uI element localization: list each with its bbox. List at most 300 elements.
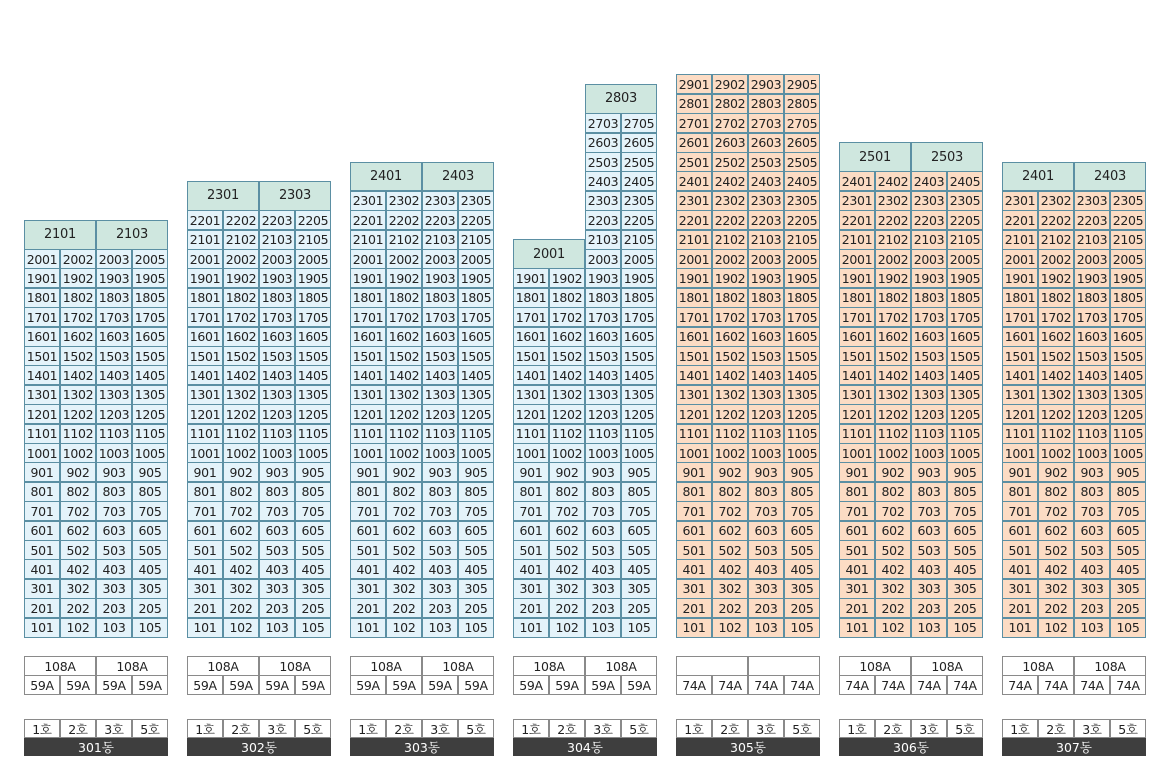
unit-cell: 1301 [187,385,223,405]
unit-cell: 2403 [585,171,621,191]
unit-cell: 1602 [549,327,585,347]
unit-cell: 103 [748,618,784,638]
unit-cell: 1301 [676,385,712,405]
unit-cell: 401 [1002,559,1038,579]
unit-cell: 1302 [712,385,748,405]
unit-cell: 902 [60,462,96,482]
unit-cell: 1303 [96,385,132,405]
ho-cell: 3호 [911,719,947,738]
unit-cell: 1602 [712,327,748,347]
unit-cell: 1901 [187,268,223,288]
unit-cell: 2005 [132,249,168,269]
unit-cell: 1501 [513,346,549,366]
unit-cell: 1405 [458,365,494,385]
unit-cell: 1701 [676,307,712,327]
unit-cell: 2905 [784,74,820,94]
unit-cell: 502 [386,540,422,560]
unit-cell: 703 [748,501,784,521]
unit-cell: 2305 [458,191,494,211]
unit-cell: 2002 [386,249,422,269]
unit-cell: 402 [712,559,748,579]
unit-cell: 2202 [386,210,422,230]
unit-cell: 701 [350,501,386,521]
unit-cell: 1402 [60,365,96,385]
unit-cell: 201 [1002,598,1038,618]
unit-cell: 1603 [748,327,784,347]
unit-cell: 1102 [386,424,422,444]
unit-cell: 1602 [60,327,96,347]
unit-cell: 2603 [748,133,784,153]
unit-cell: 1805 [458,288,494,308]
ho-cell: 2호 [712,719,748,738]
unit-cell: 1305 [295,385,331,405]
unit-cell: 2801 [676,94,712,114]
unit-cell: 1703 [422,307,458,327]
unit-type-cell: 108A [350,656,422,676]
penthouse-cell: 2803 [585,84,657,114]
penthouse-cell: 2403 [1074,162,1146,192]
unit-cell: 2002 [875,249,911,269]
unit-cell: 1102 [549,424,585,444]
unit-cell: 101 [1002,618,1038,638]
unit-type-cell: 74A [911,675,947,695]
unit-cell: 1602 [875,327,911,347]
unit-cell: 803 [911,482,947,502]
unit-cell: 2305 [947,191,983,211]
unit-cell: 305 [784,579,820,599]
unit-cell: 1702 [712,307,748,327]
unit-cell: 603 [748,521,784,541]
unit-type-cell: 59A [513,675,549,695]
unit-type-cell: 74A [1110,675,1146,695]
unit-cell: 2603 [585,133,621,153]
unit-type-cell: 59A [295,675,331,695]
unit-cell: 1402 [549,365,585,385]
unit-cell: 605 [1110,521,1146,541]
unit-cell: 1901 [1002,268,1038,288]
unit-cell: 2201 [350,210,386,230]
building-label: 305동 [676,738,820,756]
unit-cell: 1402 [223,365,259,385]
unit-cell: 2502 [712,152,748,172]
unit-cell: 903 [96,462,132,482]
unit-cell: 2802 [712,94,748,114]
unit-cell: 1703 [96,307,132,327]
unit-cell: 705 [784,501,820,521]
unit-cell: 1105 [132,424,168,444]
unit-cell: 603 [259,521,295,541]
unit-cell: 1505 [947,346,983,366]
penthouse-cell: 2101 [24,220,96,250]
unit-cell: 1802 [712,288,748,308]
unit-cell: 2203 [259,210,295,230]
unit-cell: 1702 [549,307,585,327]
unit-cell: 702 [1038,501,1074,521]
unit-cell: 605 [621,521,657,541]
unit-cell: 1605 [132,327,168,347]
unit-cell: 2102 [223,230,259,250]
unit-cell: 103 [585,618,621,638]
unit-cell: 503 [96,540,132,560]
unit-cell: 905 [295,462,331,482]
unit-cell: 1702 [60,307,96,327]
penthouse-cell: 2501 [839,142,911,172]
unit-cell: 203 [259,598,295,618]
unit-cell: 203 [748,598,784,618]
unit-cell: 2902 [712,74,748,94]
unit-cell: 2005 [1110,249,1146,269]
unit-cell: 2203 [422,210,458,230]
unit-cell: 1605 [784,327,820,347]
unit-cell: 801 [350,482,386,502]
unit-cell: 1903 [259,268,295,288]
unit-type-cell [748,656,820,676]
unit-cell: 1803 [1074,288,1110,308]
unit-cell: 1603 [1074,327,1110,347]
unit-cell: 1501 [24,346,60,366]
unit-cell: 2705 [784,113,820,133]
ho-cell: 1호 [350,719,386,738]
unit-cell: 1601 [839,327,875,347]
unit-type-cell: 74A [748,675,784,695]
unit-cell: 2303 [1074,191,1110,211]
unit-cell: 2003 [422,249,458,269]
penthouse-cell: 2303 [259,181,331,211]
unit-cell: 2105 [295,230,331,250]
unit-cell: 703 [259,501,295,521]
unit-cell: 1403 [1074,365,1110,385]
unit-cell: 2301 [839,191,875,211]
unit-cell: 103 [259,618,295,638]
unit-cell: 1801 [187,288,223,308]
unit-cell: 2105 [458,230,494,250]
unit-cell: 805 [458,482,494,502]
unit-cell: 202 [712,598,748,618]
ho-cell: 1호 [24,719,60,738]
unit-type-cell: 74A [676,675,712,695]
unit-cell: 1902 [712,268,748,288]
unit-cell: 202 [549,598,585,618]
unit-cell: 103 [1074,618,1110,638]
unit-cell: 1102 [223,424,259,444]
unit-cell: 1101 [1002,424,1038,444]
unit-cell: 1702 [386,307,422,327]
unit-cell: 1402 [1038,365,1074,385]
unit-cell: 1805 [295,288,331,308]
unit-cell: 2105 [784,230,820,250]
ho-cell: 5호 [947,719,983,738]
unit-cell: 1301 [1002,385,1038,405]
unit-cell: 1803 [96,288,132,308]
unit-cell: 1002 [60,443,96,463]
unit-cell: 2205 [295,210,331,230]
unit-cell: 201 [24,598,60,618]
unit-cell: 1802 [386,288,422,308]
unit-cell: 603 [422,521,458,541]
unit-type-cell: 108A [513,656,585,676]
unit-cell: 1505 [295,346,331,366]
unit-cell: 2401 [676,171,712,191]
unit-cell: 1003 [1074,443,1110,463]
unit-type-cell: 59A [187,675,223,695]
unit-cell: 1802 [60,288,96,308]
unit-cell: 1201 [24,404,60,424]
unit-cell: 805 [621,482,657,502]
ho-cell: 2호 [875,719,911,738]
unit-cell: 203 [911,598,947,618]
unit-cell: 1101 [513,424,549,444]
unit-cell: 301 [187,579,223,599]
unit-cell: 1905 [458,268,494,288]
unit-cell: 401 [513,559,549,579]
unit-cell: 1205 [295,404,331,424]
unit-cell: 2501 [676,152,712,172]
unit-cell: 1202 [875,404,911,424]
unit-cell: 1105 [947,424,983,444]
unit-cell: 1905 [947,268,983,288]
unit-cell: 803 [585,482,621,502]
unit-cell: 305 [947,579,983,599]
unit-cell: 605 [784,521,820,541]
unit-cell: 1502 [60,346,96,366]
unit-cell: 902 [223,462,259,482]
unit-cell: 205 [784,598,820,618]
unit-cell: 105 [784,618,820,638]
unit-cell: 101 [187,618,223,638]
unit-cell: 1601 [513,327,549,347]
unit-cell: 1703 [585,307,621,327]
unit-cell: 602 [1038,521,1074,541]
unit-cell: 501 [187,540,223,560]
unit-cell: 1005 [132,443,168,463]
unit-cell: 302 [223,579,259,599]
unit-cell: 802 [712,482,748,502]
unit-cell: 2405 [784,171,820,191]
unit-cell: 903 [585,462,621,482]
unit-cell: 303 [259,579,295,599]
unit-cell: 2005 [947,249,983,269]
unit-cell: 1101 [350,424,386,444]
unit-cell: 2203 [585,210,621,230]
unit-cell: 305 [132,579,168,599]
unit-cell: 1502 [386,346,422,366]
unit-cell: 1802 [1038,288,1074,308]
unit-cell: 2503 [585,152,621,172]
unit-cell: 1602 [386,327,422,347]
unit-cell: 602 [60,521,96,541]
unit-cell: 105 [132,618,168,638]
unit-cell: 1901 [350,268,386,288]
unit-cell: 2003 [748,249,784,269]
unit-cell: 2301 [1002,191,1038,211]
unit-cell: 1301 [839,385,875,405]
unit-cell: 1403 [259,365,295,385]
unit-cell: 2601 [676,133,712,153]
unit-cell: 105 [295,618,331,638]
unit-cell: 1103 [96,424,132,444]
unit-cell: 1605 [947,327,983,347]
unit-cell: 501 [350,540,386,560]
ho-cell: 3호 [422,719,458,738]
unit-cell: 805 [295,482,331,502]
unit-cell: 1705 [132,307,168,327]
unit-type-cell: 59A [386,675,422,695]
unit-cell: 1103 [422,424,458,444]
unit-cell: 1803 [585,288,621,308]
unit-cell: 2001 [24,249,60,269]
unit-cell: 402 [875,559,911,579]
unit-type-cell: 108A [585,656,657,676]
unit-cell: 1105 [1110,424,1146,444]
unit-cell: 501 [24,540,60,560]
unit-cell: 2401 [839,171,875,191]
unit-cell: 403 [96,559,132,579]
unit-cell: 201 [187,598,223,618]
unit-cell: 502 [1038,540,1074,560]
unit-cell: 1203 [422,404,458,424]
unit-cell: 901 [1002,462,1038,482]
unit-cell: 601 [350,521,386,541]
unit-cell: 505 [784,540,820,560]
unit-cell: 1202 [223,404,259,424]
unit-cell: 1002 [386,443,422,463]
unit-cell: 403 [585,559,621,579]
unit-cell: 1701 [513,307,549,327]
unit-cell: 2303 [422,191,458,211]
unit-cell: 1302 [1038,385,1074,405]
unit-cell: 902 [712,462,748,482]
unit-cell: 1205 [784,404,820,424]
unit-cell: 1805 [1110,288,1146,308]
unit-cell: 305 [295,579,331,599]
unit-cell: 2103 [585,230,621,250]
unit-cell: 1302 [386,385,422,405]
unit-cell: 201 [839,598,875,618]
unit-cell: 1405 [621,365,657,385]
unit-cell: 2203 [911,210,947,230]
unit-cell: 903 [748,462,784,482]
unit-cell: 901 [350,462,386,482]
unit-cell: 1101 [676,424,712,444]
unit-cell: 902 [386,462,422,482]
unit-cell: 203 [96,598,132,618]
unit-type-cell: 74A [1038,675,1074,695]
unit-cell: 702 [549,501,585,521]
unit-cell: 503 [259,540,295,560]
unit-cell: 802 [386,482,422,502]
unit-type-cell: 59A [585,675,621,695]
unit-cell: 1505 [132,346,168,366]
unit-cell: 1205 [458,404,494,424]
unit-cell: 2102 [1038,230,1074,250]
unit-type-cell: 59A [60,675,96,695]
unit-cell: 2703 [585,113,621,133]
unit-cell: 1501 [839,346,875,366]
unit-cell: 805 [132,482,168,502]
unit-cell: 2301 [350,191,386,211]
ho-cell: 2호 [223,719,259,738]
unit-type-cell: 74A [784,675,820,695]
unit-cell: 405 [784,559,820,579]
unit-cell: 802 [875,482,911,502]
unit-cell: 1405 [295,365,331,385]
unit-cell: 403 [911,559,947,579]
unit-cell: 1201 [350,404,386,424]
unit-cell: 2202 [712,210,748,230]
unit-cell: 802 [1038,482,1074,502]
unit-cell: 1201 [839,404,875,424]
unit-cell: 902 [875,462,911,482]
unit-cell: 2305 [784,191,820,211]
unit-cell: 301 [1002,579,1038,599]
unit-cell: 201 [513,598,549,618]
unit-cell: 101 [24,618,60,638]
unit-cell: 803 [1074,482,1110,502]
unit-cell: 2101 [187,230,223,250]
unit-type-cell: 59A [132,675,168,695]
unit-cell: 1503 [422,346,458,366]
unit-cell: 901 [187,462,223,482]
unit-cell: 105 [458,618,494,638]
unit-cell: 1003 [585,443,621,463]
unit-cell: 1003 [748,443,784,463]
unit-cell: 1105 [784,424,820,444]
unit-cell: 1101 [24,424,60,444]
unit-cell: 2002 [223,249,259,269]
unit-cell: 802 [60,482,96,502]
unit-cell: 303 [748,579,784,599]
ho-cell: 3호 [1074,719,1110,738]
unit-cell: 2901 [676,74,712,94]
unit-cell: 1201 [513,404,549,424]
unit-cell: 1505 [1110,346,1146,366]
unit-cell: 2003 [585,249,621,269]
unit-type-cell: 59A [549,675,585,695]
unit-cell: 2403 [748,171,784,191]
unit-cell: 401 [350,559,386,579]
ho-cell: 5호 [458,719,494,738]
unit-type-cell: 74A [1002,675,1038,695]
unit-cell: 1702 [875,307,911,327]
unit-cell: 605 [295,521,331,541]
unit-cell: 1705 [784,307,820,327]
unit-cell: 1501 [1002,346,1038,366]
unit-cell: 1202 [712,404,748,424]
unit-cell: 102 [875,618,911,638]
unit-cell: 703 [1074,501,1110,521]
unit-cell: 1502 [875,346,911,366]
unit-cell: 701 [24,501,60,521]
unit-cell: 2405 [621,171,657,191]
unit-cell: 2202 [875,210,911,230]
unit-type-cell: 74A [947,675,983,695]
unit-cell: 1603 [585,327,621,347]
unit-cell: 1605 [621,327,657,347]
building-label: 303동 [350,738,494,756]
unit-cell: 405 [458,559,494,579]
unit-cell: 1801 [513,288,549,308]
unit-cell: 1305 [458,385,494,405]
unit-cell: 1705 [458,307,494,327]
unit-cell: 503 [911,540,947,560]
unit-cell: 1405 [947,365,983,385]
unit-cell: 805 [947,482,983,502]
unit-type-cell: 108A [839,656,911,676]
unit-cell: 1202 [60,404,96,424]
unit-cell: 1602 [223,327,259,347]
unit-cell: 402 [1038,559,1074,579]
unit-type-cell: 59A [350,675,386,695]
